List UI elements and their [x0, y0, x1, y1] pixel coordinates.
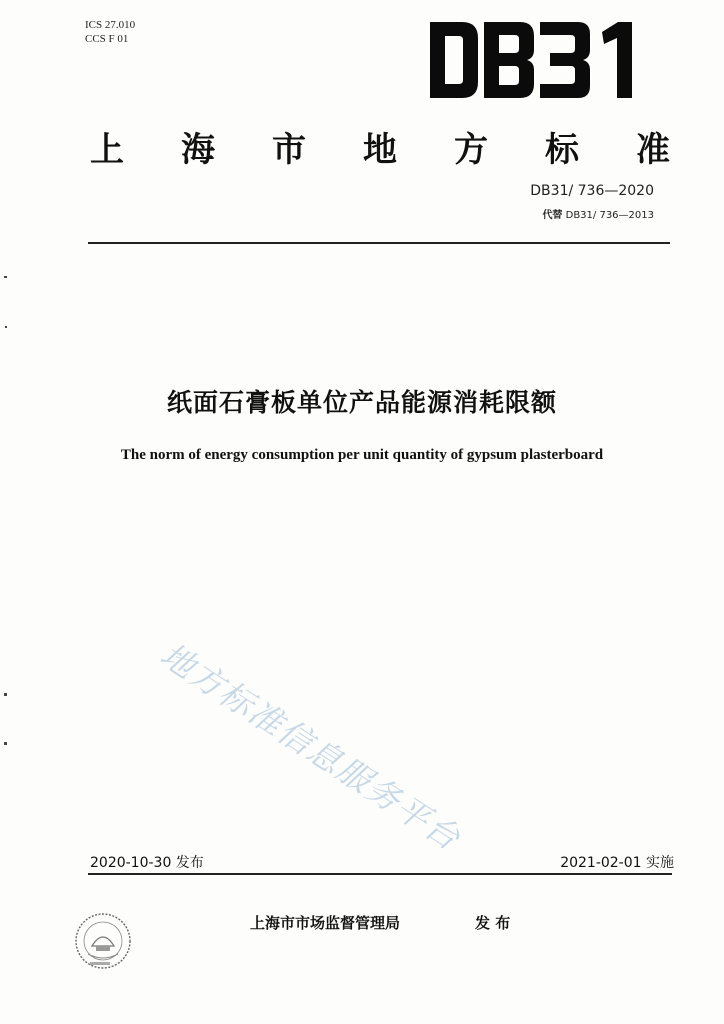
title-char: 地: [363, 130, 397, 170]
replace-label: 代替: [542, 210, 563, 221]
issuer-seal: [68, 906, 138, 976]
title-char: 方: [454, 130, 488, 170]
db31-logo: [428, 20, 638, 100]
document-title-english: The norm of energy consumption per unit quantity of gypsum plasterboard: [120, 447, 604, 463]
document-title-chinese: 纸面石膏板单位产品能源消耗限额: [166, 388, 557, 417]
title-char: 标: [545, 130, 579, 170]
scan-speck: [4, 276, 7, 278]
title-char: 上: [90, 130, 124, 170]
effective-date: 2021-02-01 实施: [560, 855, 674, 871]
ics-code: ICS 27.010: [85, 19, 136, 31]
standard-number: DB31/ 736—2020: [530, 183, 654, 199]
replaced-standard: [542, 206, 654, 221]
ccs-code: CCS F 01: [85, 33, 129, 45]
scan-speck: [5, 326, 7, 328]
scan-speck: [4, 693, 7, 696]
classification-codes: [85, 18, 135, 46]
header-divider: [88, 242, 670, 244]
watermark: 地方标准信息服务平台: [153, 635, 469, 859]
title-char: 海: [181, 130, 215, 170]
issuing-authority: 上海市市场监督管理局: [250, 914, 401, 932]
replace-number: DB31/ 736—2013: [565, 210, 654, 221]
standard-type-title: [90, 122, 670, 171]
scan-speck: [4, 742, 7, 745]
issue-action: 发 布: [475, 914, 511, 932]
title-char: 市: [272, 130, 306, 170]
issue-date: 2020-10-30 发布: [90, 855, 204, 871]
footer-divider: [88, 873, 672, 875]
title-char: 准: [636, 130, 670, 170]
